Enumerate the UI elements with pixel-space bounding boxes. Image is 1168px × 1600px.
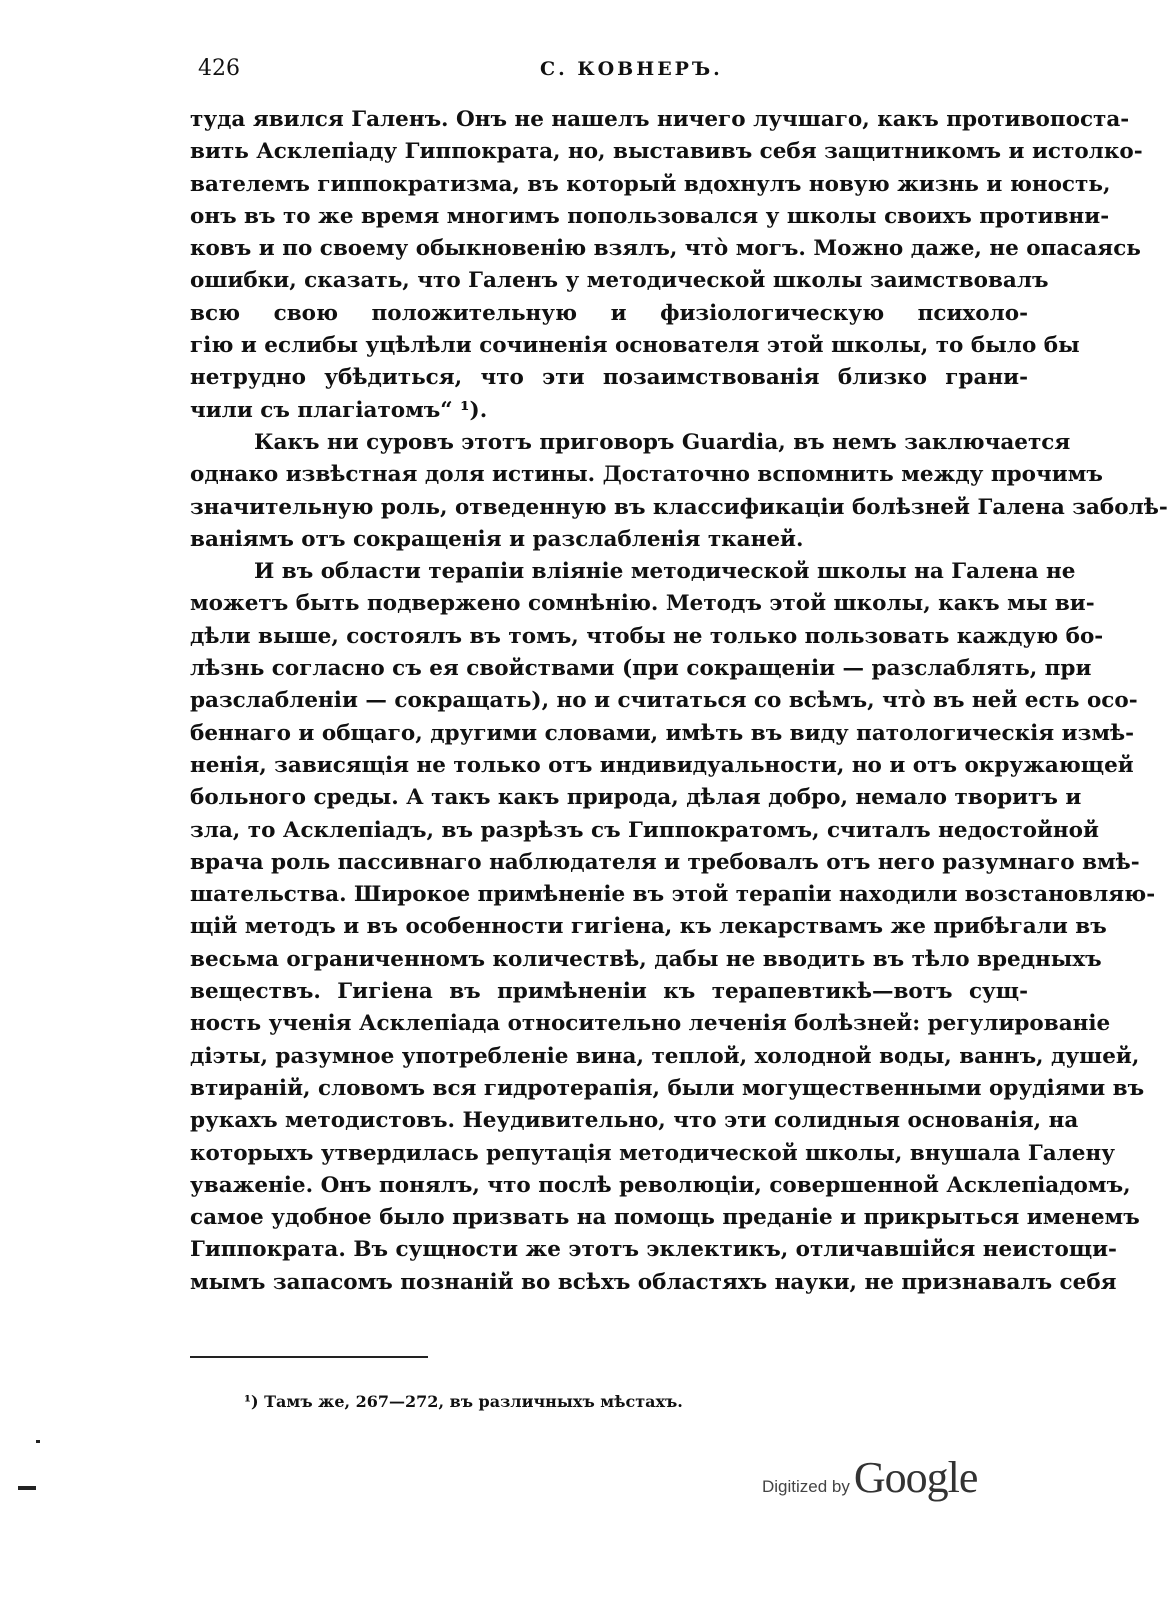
text-line: зла, то Асклепіадъ, въ разрѣзъ съ Гиппократомъ, считалъ недостойной (190, 817, 1099, 843)
text-line: Какъ ни суровъ этотъ приговоръ Guardia, въ немъ заключается (254, 429, 1071, 455)
text-line: веществъ. Гигіена въ примѣненіи къ терапевтикѣ—вотъ сущ- (190, 979, 1028, 1005)
text-line: ность ученія Асклепіада относительно леченія болѣзней: регулированіе (190, 1011, 1111, 1037)
text-line: весьма ограниченномъ количествѣ, дабы не вводить въ тѣло вредныхъ (190, 946, 1102, 972)
text-line: всю свою положительную и физіологическую психоло- (190, 300, 1028, 326)
text-line: которыхъ утвердилась репутація методической школы, внушала Галену (190, 1140, 1115, 1166)
text-line: вателемъ гиппократизма, въ который вдохнулъ новую жизнь и юность, (190, 171, 1111, 197)
body-text (190, 104, 1168, 1299)
text-line: И въ области терапіи вліяніе методической школы на Галена не (254, 559, 1076, 585)
text-line: нетрудно убѣдиться, что эти позаимствованія близко грани- (190, 365, 1028, 391)
watermark-brand: Google (853, 1453, 978, 1502)
text-line: туда явился Галенъ. Онъ не нашелъ ничего лучшаго, какъ противопоста- (190, 107, 1130, 132)
text-line: самое удобное было призвать на помощь преданіе и прикрыться именемъ (190, 1205, 1140, 1231)
text-line: Гиппократа. Въ сущности же этотъ эклектикъ, отличавшійся неистощи- (190, 1237, 1117, 1263)
text-line: лѣзнь согласно съ ея свойствами (при сокращеніи — разслаблять, при (190, 656, 1092, 682)
text-line: значительную роль, отведенную въ классификаціи болѣзней Галена заболѣ- (190, 494, 1168, 520)
page-number: 426 (198, 56, 240, 81)
text-line: втираній, словомъ вся гидротерапія, были могущественными орудіями въ (190, 1075, 1145, 1101)
text-line: дѣли выше, состоялъ въ томъ, чтобы не только пользовать каждую бо- (190, 623, 1104, 649)
text-line: діэты, разумное употребленіе вина, теплой, холодной воды, ваннъ, душей, (190, 1043, 1140, 1069)
text-line: ненія, зависящія не только отъ индивидуальности, но и отъ окружающей (190, 752, 1134, 778)
scan-mark (18, 1486, 36, 1490)
text-line: уваженіе. Онъ понялъ, что послѣ революціи, совершенной Асклепіадомъ, (190, 1172, 1131, 1198)
text-line: беннаго и общаго, другими словами, имѣть въ виду патологическія измѣ- (190, 720, 1135, 746)
text-line: шательства. Широкое примѣненіе въ этой терапіи находили возстановляю- (190, 882, 1156, 908)
text-line: больного среды. А такъ какъ природа, дѣлая добро, немало творитъ и (190, 785, 1082, 811)
scan-mark (36, 1440, 40, 1443)
running-head: С. КОВНЕРЪ. (540, 58, 723, 80)
digitized-watermark (762, 1452, 977, 1503)
text-line: ковъ и по своему обыкновенію взялъ, что̀ могъ. Можно даже, не опасаясь (190, 236, 1141, 262)
text-line: гію и еслибы уцѣлѣли сочиненія основателя этой школы, то было бы (190, 333, 1080, 359)
text-line: можетъ быть подвержено сомнѣнію. Методъ этой школы, какъ мы ви- (190, 591, 1095, 617)
text-line: разслабленіи — сокращать), но и считаться со всѣмъ, что̀ въ ней есть осо- (190, 688, 1138, 714)
text-line: рукахъ методистовъ. Неудивительно, что эти солидныя основанія, на (190, 1108, 1079, 1134)
text-line: врача роль пассивнаго наблюдателя и требовалъ отъ него разумнаго вмѣ- (190, 849, 1140, 875)
text-line: онъ въ то же время многимъ попользовался у школы своихъ противни- (190, 203, 1110, 229)
text-line: однако извѣстная доля истины. Достаточно вспомнить между прочимъ (190, 462, 1103, 488)
text-line: мымъ запасомъ познаній во всѣхъ областяхъ науки, не признавалъ себя (190, 1269, 1117, 1295)
watermark-prefix: Digitized by (762, 1477, 850, 1496)
text-line: ошибки, сказать, что Галенъ у методической школы заимствовалъ (190, 268, 1049, 294)
text-line: щій методъ и въ особенности гигіена, къ лекарствамъ же прибѣгали въ (190, 914, 1107, 940)
text-line: чили съ плагіатомъ“ ¹). (190, 397, 488, 423)
footnote-rule (190, 1356, 428, 1358)
text-line: вить Асклепіаду Гиппократа, но, выставивъ себя защитникомъ и истолко- (190, 139, 1143, 165)
footnote: ¹) Тамъ же, 267—272, въ различныхъ мѣстахъ. (244, 1392, 683, 1411)
text-line: ваніямъ отъ сокращенія и разслабленія тканей. (190, 526, 804, 552)
